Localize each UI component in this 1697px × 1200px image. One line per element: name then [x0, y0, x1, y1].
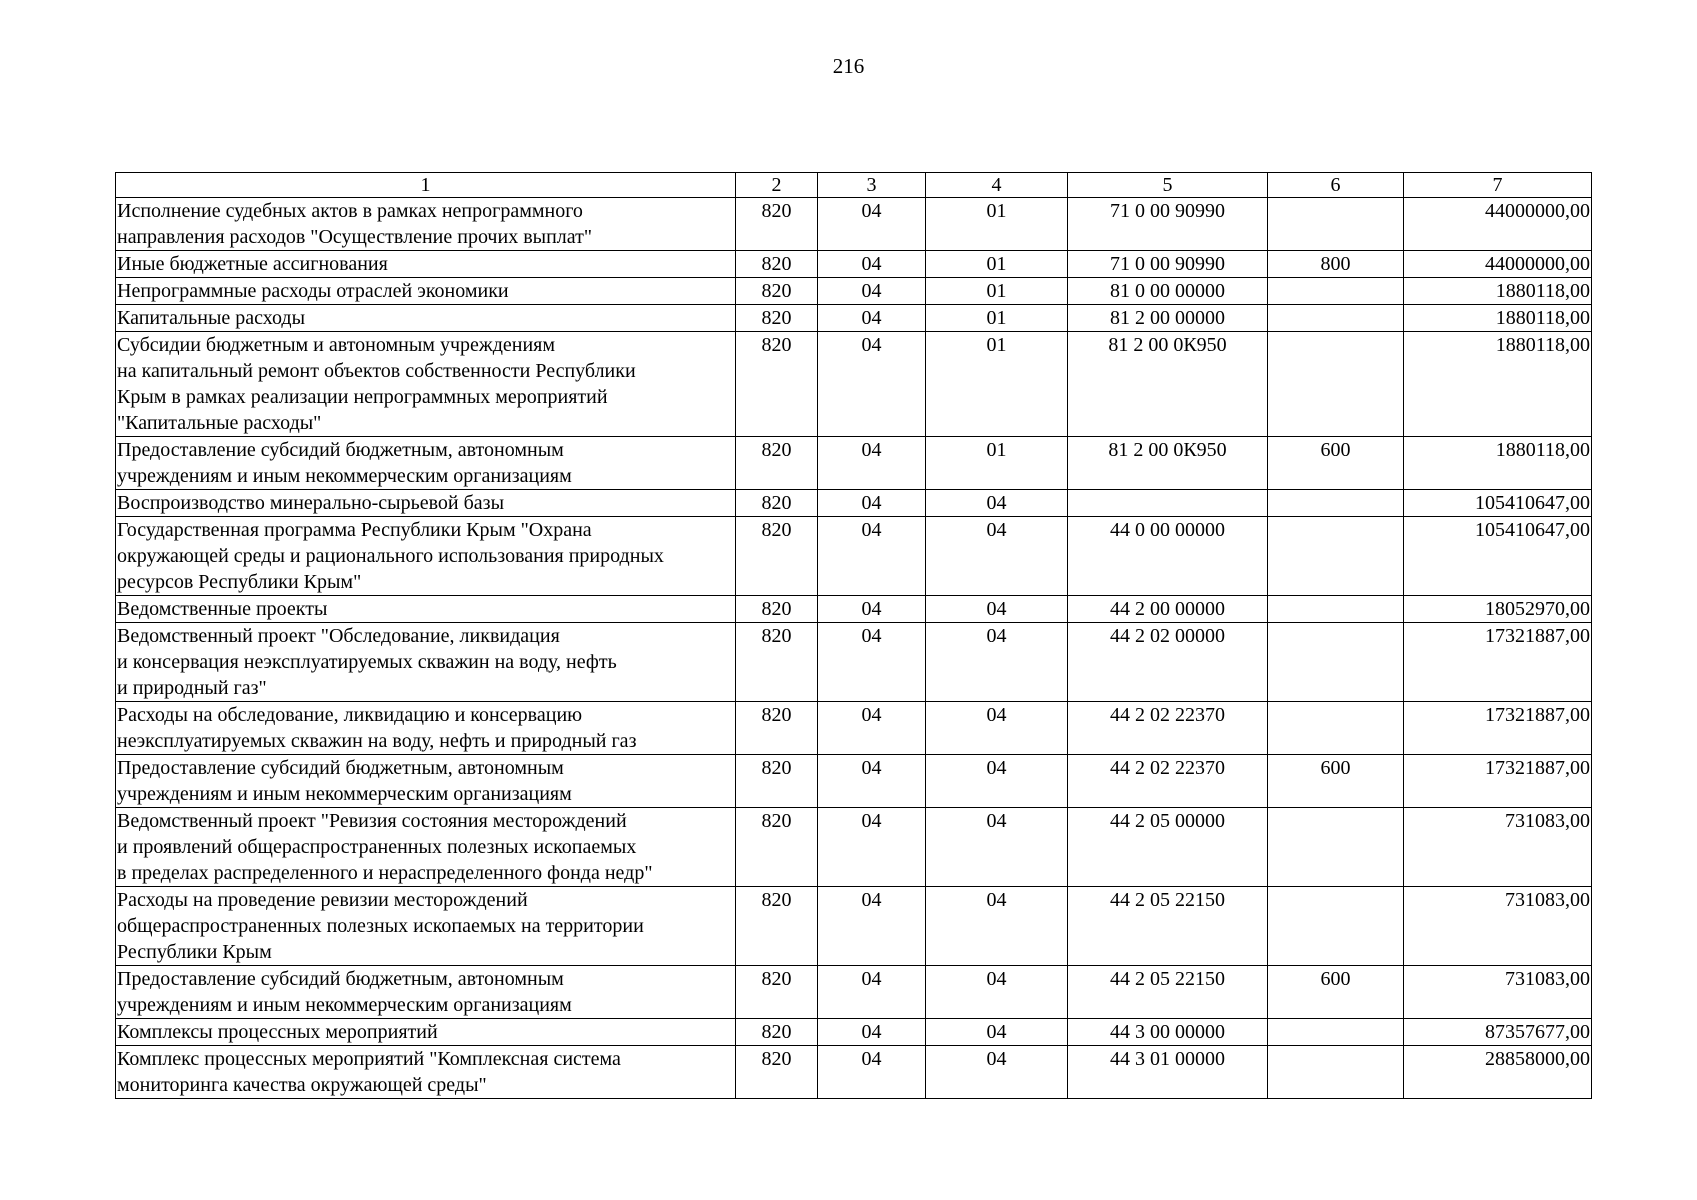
row-code-4: 04: [926, 596, 1068, 623]
row-code-4: 01: [926, 305, 1068, 332]
row-code-2: 820: [736, 198, 818, 251]
table-row: [116, 887, 1592, 966]
row-code-2: 820: [736, 437, 818, 490]
table-row: [116, 1019, 1592, 1046]
row-description: Ведомственные проекты: [116, 596, 736, 623]
row-code-4: 01: [926, 198, 1068, 251]
row-code-5: 44 2 05 22150: [1068, 887, 1268, 966]
table-row: [116, 278, 1592, 305]
row-code-6: [1268, 1019, 1404, 1046]
row-code-4: 04: [926, 808, 1068, 887]
row-amount: 731083,00: [1404, 808, 1592, 887]
row-code-3: 04: [818, 332, 926, 437]
table-row: [116, 490, 1592, 517]
row-amount: 731083,00: [1404, 966, 1592, 1019]
row-code-6: 600: [1268, 437, 1404, 490]
row-description: Ведомственный проект "Обследование, ликвидация и консервация неэксплуатируемых скважин на воду, нефть и природный газ": [116, 623, 736, 702]
column-header-3: 3: [818, 173, 926, 198]
row-amount: 18052970,00: [1404, 596, 1592, 623]
table-row: [116, 596, 1592, 623]
row-code-2: 820: [736, 755, 818, 808]
row-code-4: 01: [926, 437, 1068, 490]
row-code-3: 04: [818, 278, 926, 305]
table-header-row: [116, 173, 1592, 198]
row-code-3: 04: [818, 490, 926, 517]
row-code-2: 820: [736, 623, 818, 702]
row-description: Государственная программа Республики Крым "Охрана окружающей среды и рационального использования природных ресурсов Республики Крым": [116, 517, 736, 596]
row-amount: 17321887,00: [1404, 623, 1592, 702]
row-code-2: 820: [736, 1019, 818, 1046]
row-code-2: 820: [736, 251, 818, 278]
row-code-2: 820: [736, 702, 818, 755]
row-amount: 17321887,00: [1404, 702, 1592, 755]
page-number: 216: [832, 54, 865, 78]
row-code-4: 04: [926, 755, 1068, 808]
table-row: [116, 702, 1592, 755]
row-amount: 44000000,00: [1404, 251, 1592, 278]
column-header-4: 4: [926, 173, 1068, 198]
table-body: [116, 198, 1592, 1099]
column-header-1: 1: [116, 173, 736, 198]
row-code-6: [1268, 623, 1404, 702]
row-description: Непрограммные расходы отраслей экономики: [116, 278, 736, 305]
row-code-6: 800: [1268, 251, 1404, 278]
row-description: Предоставление субсидий бюджетным, автономным учреждениям и иным некоммерческим организациям: [116, 437, 736, 490]
row-amount: 1880118,00: [1404, 332, 1592, 437]
row-code-6: [1268, 198, 1404, 251]
row-description: Воспроизводство минерально-сырьевой базы: [116, 490, 736, 517]
row-code-4: 04: [926, 490, 1068, 517]
row-code-5: [1068, 490, 1268, 517]
row-amount: 731083,00: [1404, 887, 1592, 966]
row-code-4: 04: [926, 702, 1068, 755]
row-code-3: 04: [818, 755, 926, 808]
row-code-3: 04: [818, 623, 926, 702]
table-row: [116, 966, 1592, 1019]
row-amount: 28858000,00: [1404, 1046, 1592, 1099]
row-code-3: 04: [818, 198, 926, 251]
table-row: [116, 1046, 1592, 1099]
row-amount: 87357677,00: [1404, 1019, 1592, 1046]
row-description: Предоставление субсидий бюджетным, автономным учреждениям и иным некоммерческим организациям: [116, 966, 736, 1019]
row-description: Ведомственный проект "Ревизия состояния месторождений и проявлений общераспространенных полезных ископаемых в пределах распределенного и нераспределенного фонда недр": [116, 808, 736, 887]
row-code-5: 71 0 00 90990: [1068, 251, 1268, 278]
row-description: Капитальные расходы: [116, 305, 736, 332]
row-code-4: 04: [926, 1046, 1068, 1099]
row-amount: 105410647,00: [1404, 517, 1592, 596]
row-code-5: 81 2 00 0К950: [1068, 437, 1268, 490]
row-code-3: 04: [818, 251, 926, 278]
table-row: [116, 808, 1592, 887]
row-code-5: 44 2 05 22150: [1068, 966, 1268, 1019]
row-code-3: 04: [818, 887, 926, 966]
row-code-5: 71 0 00 90990: [1068, 198, 1268, 251]
row-code-3: 04: [818, 702, 926, 755]
row-code-5: 81 2 00 00000: [1068, 305, 1268, 332]
table-row: [116, 437, 1592, 490]
row-amount: 105410647,00: [1404, 490, 1592, 517]
row-code-5: 44 2 02 22370: [1068, 755, 1268, 808]
row-amount: 1880118,00: [1404, 305, 1592, 332]
table-row: [116, 755, 1592, 808]
row-code-6: [1268, 596, 1404, 623]
row-code-2: 820: [736, 278, 818, 305]
row-code-5: 44 2 02 00000: [1068, 623, 1268, 702]
table-row: [116, 332, 1592, 437]
row-code-6: [1268, 887, 1404, 966]
row-code-4: 01: [926, 332, 1068, 437]
row-code-6: [1268, 808, 1404, 887]
row-code-6: 600: [1268, 755, 1404, 808]
row-amount: 17321887,00: [1404, 755, 1592, 808]
row-code-3: 04: [818, 1046, 926, 1099]
row-code-6: [1268, 517, 1404, 596]
row-description: Расходы на проведение ревизии месторождений общераспространенных полезных ископаемых на территории Республики Крым: [116, 887, 736, 966]
row-code-6: [1268, 1046, 1404, 1099]
row-code-3: 04: [818, 596, 926, 623]
table-row: [116, 305, 1592, 332]
row-description: Иные бюджетные ассигнования: [116, 251, 736, 278]
row-code-5: 44 3 00 00000: [1068, 1019, 1268, 1046]
row-code-3: 04: [818, 808, 926, 887]
row-description: Комплексы процессных мероприятий: [116, 1019, 736, 1046]
row-code-3: 04: [818, 437, 926, 490]
row-code-5: 44 0 00 00000: [1068, 517, 1268, 596]
row-code-6: [1268, 278, 1404, 305]
row-code-4: 04: [926, 966, 1068, 1019]
row-code-2: 820: [736, 332, 818, 437]
row-amount: 44000000,00: [1404, 198, 1592, 251]
row-code-5: 44 2 02 22370: [1068, 702, 1268, 755]
row-amount: 1880118,00: [1404, 437, 1592, 490]
row-description: Предоставление субсидий бюджетным, автономным учреждениям и иным некоммерческим организациям: [116, 755, 736, 808]
row-code-2: 820: [736, 305, 818, 332]
row-code-4: 04: [926, 1019, 1068, 1046]
table-row: [116, 198, 1592, 251]
row-code-4: 04: [926, 517, 1068, 596]
column-header-7: 7: [1404, 173, 1592, 198]
row-amount: 1880118,00: [1404, 278, 1592, 305]
row-code-6: [1268, 702, 1404, 755]
row-code-3: 04: [818, 1019, 926, 1046]
row-code-4: 01: [926, 251, 1068, 278]
row-code-4: 04: [926, 623, 1068, 702]
row-code-4: 04: [926, 887, 1068, 966]
row-code-5: 44 3 01 00000: [1068, 1046, 1268, 1099]
row-code-3: 04: [818, 517, 926, 596]
row-code-3: 04: [818, 305, 926, 332]
row-description: Комплекс процессных мероприятий "Комплексная система мониторинга качества окружающей среды": [116, 1046, 736, 1099]
column-header-5: 5: [1068, 173, 1268, 198]
row-code-6: [1268, 305, 1404, 332]
row-code-2: 820: [736, 887, 818, 966]
row-code-2: 820: [736, 596, 818, 623]
row-description: Субсидии бюджетным и автономным учреждениям на капитальный ремонт объектов собственности Республики Крым в рамках реализации непрограммных мероприятий "Капитальные расходы": [116, 332, 736, 437]
row-description: Расходы на обследование, ликвидацию и консервацию неэксплуатируемых скважин на воду, нефть и природный газ: [116, 702, 736, 755]
row-code-5: 81 0 00 00000: [1068, 278, 1268, 305]
row-code-6: [1268, 332, 1404, 437]
table-row: [116, 623, 1592, 702]
row-code-2: 820: [736, 517, 818, 596]
row-code-3: 04: [818, 966, 926, 1019]
row-description: Исполнение судебных актов в рамках непрограммного направления расходов "Осуществление прочих выплат": [116, 198, 736, 251]
table-row: [116, 251, 1592, 278]
row-code-6: 600: [1268, 966, 1404, 1019]
row-code-2: 820: [736, 966, 818, 1019]
row-code-2: 820: [736, 1046, 818, 1099]
row-code-2: 820: [736, 808, 818, 887]
column-header-6: 6: [1268, 173, 1404, 198]
row-code-6: [1268, 490, 1404, 517]
row-code-5: 44 2 05 00000: [1068, 808, 1268, 887]
row-code-2: 820: [736, 490, 818, 517]
row-code-4: 01: [926, 278, 1068, 305]
table-row: [116, 517, 1592, 596]
column-header-2: 2: [736, 173, 818, 198]
row-code-5: 81 2 00 0К950: [1068, 332, 1268, 437]
budget-table: [115, 172, 1592, 1099]
row-code-5: 44 2 00 00000: [1068, 596, 1268, 623]
